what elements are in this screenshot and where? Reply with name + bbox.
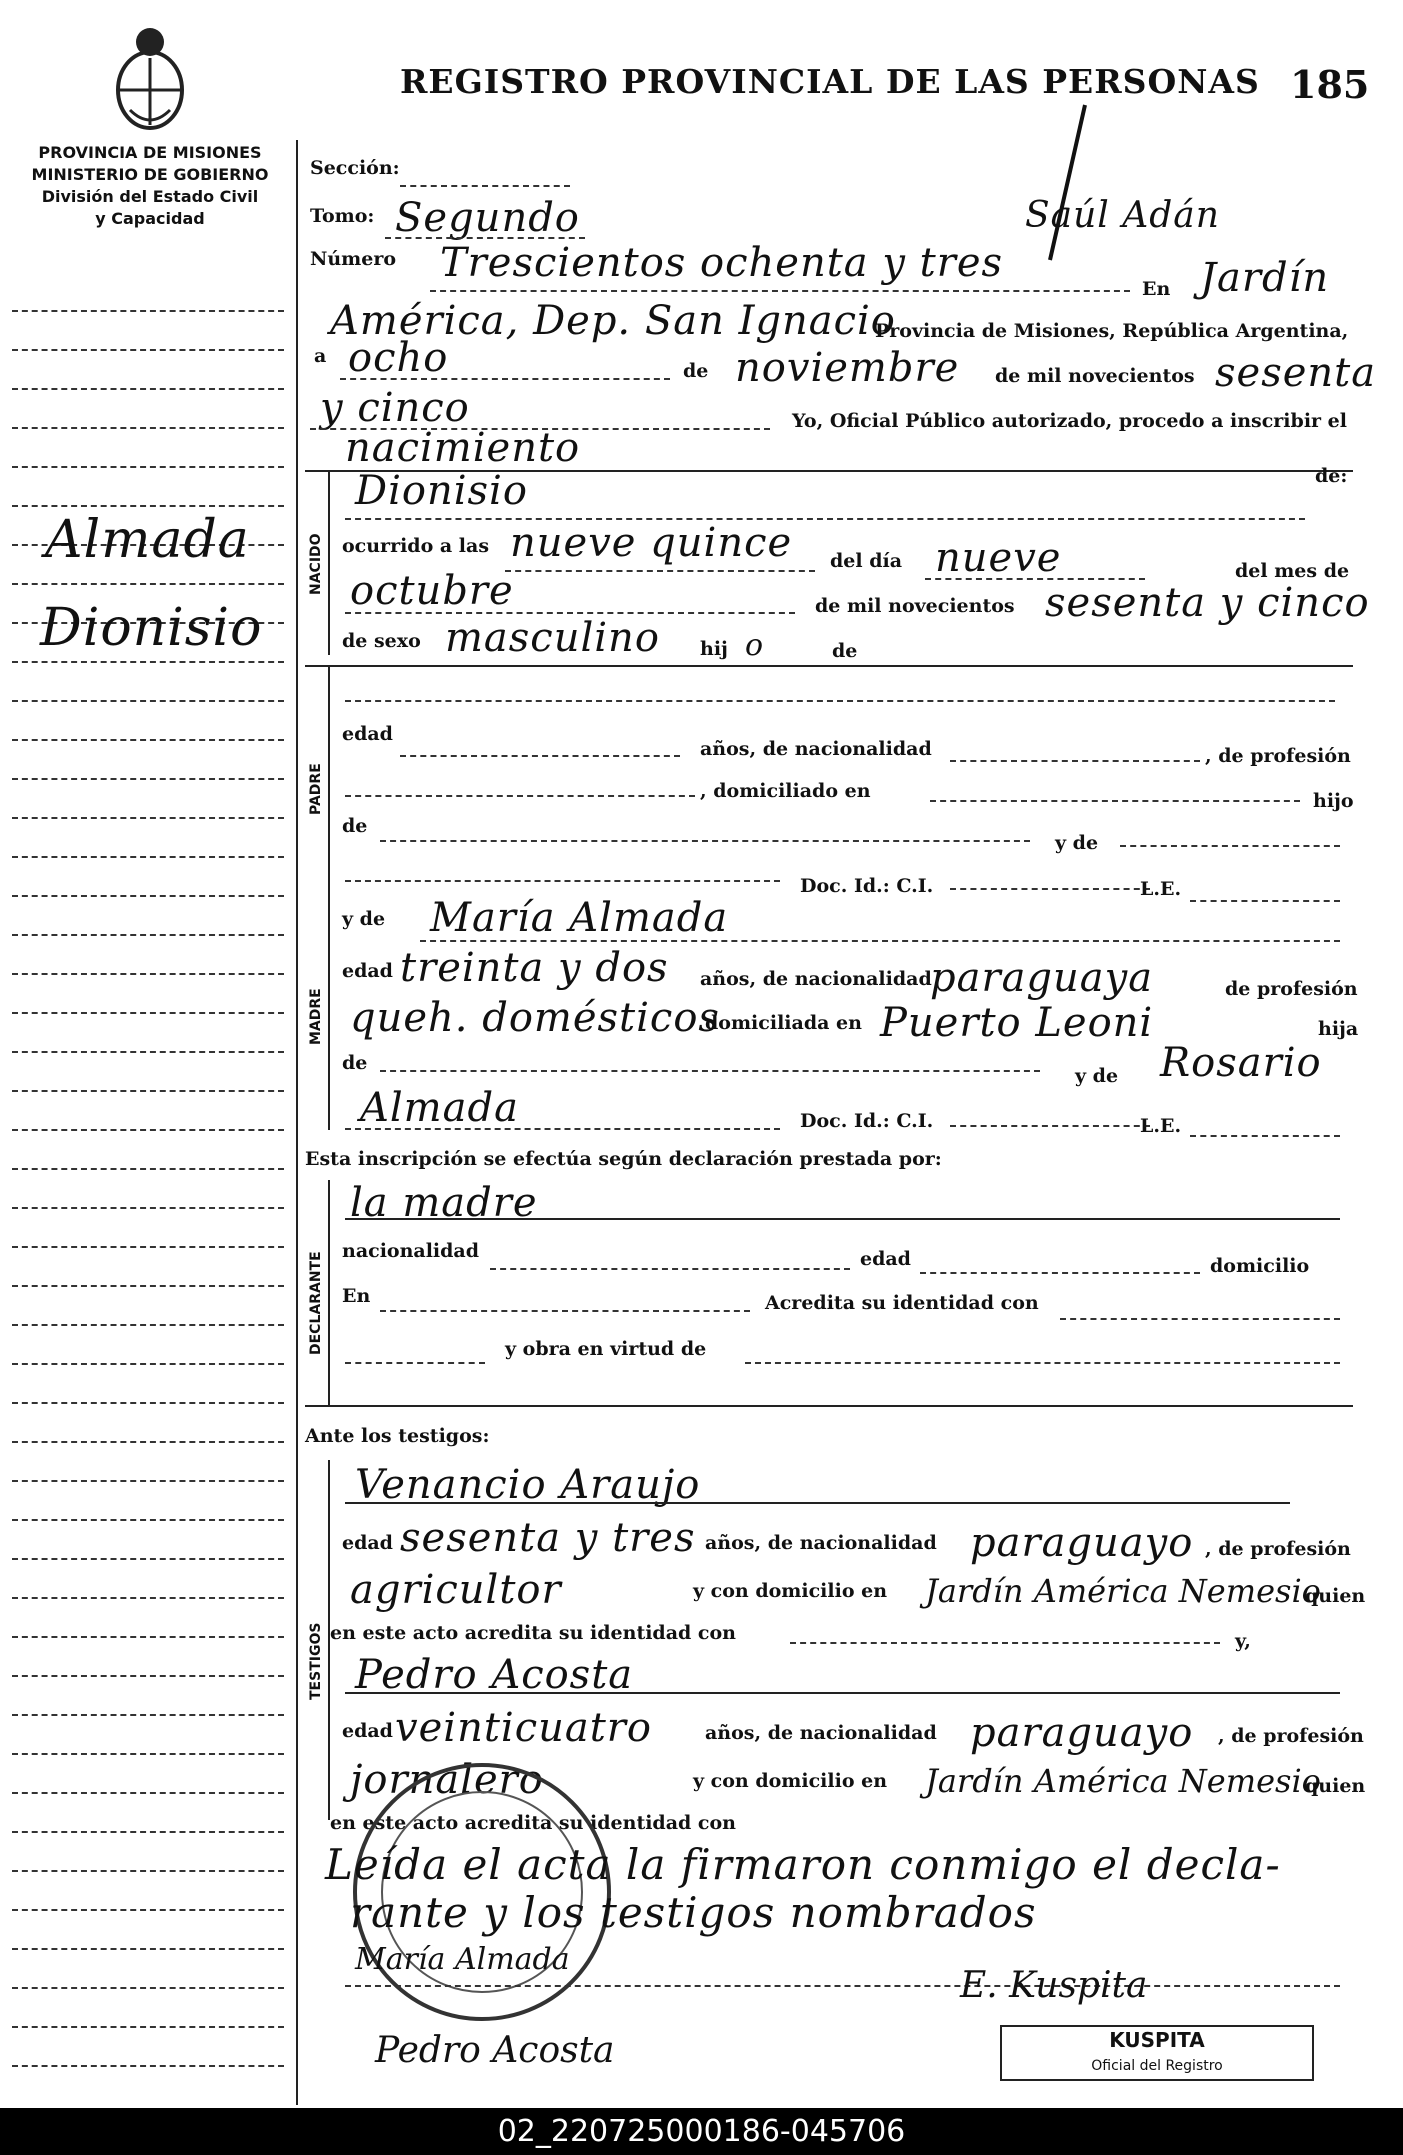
field-madre-de: Rosario (1160, 1040, 1322, 1086)
label-ocurrido: ocurrido a las (342, 535, 490, 557)
left-ruled-line (12, 1870, 284, 1872)
left-ruled-line (12, 934, 284, 936)
left-ruled-line (12, 1714, 284, 1716)
label-domiciliada: domiciliada en (705, 1012, 862, 1034)
field-testigo-1-edad: sesenta y tres (400, 1515, 696, 1561)
left-ruled-line (12, 1090, 284, 1092)
left-ruled-line (12, 1168, 284, 1170)
label-edad-t2: edad (342, 1720, 393, 1742)
field-testigo-2-nombre: Pedro Acosta (355, 1652, 634, 1698)
left-ruled-line (12, 700, 284, 702)
field-testigo-1-profesion: agricultor (350, 1567, 562, 1613)
left-ruled-line (12, 1480, 284, 1482)
label-de-colon: de: (1315, 465, 1348, 487)
field-numero: Trescientos ochenta y tres (440, 240, 1004, 286)
field-declarante: la madre (350, 1180, 538, 1226)
left-ruled-line (12, 1753, 284, 1755)
label-acredita: Acredita su identidad con (765, 1292, 1039, 1314)
label-ante-testigos: Ante los testigos: (305, 1425, 490, 1447)
label-quien-t1: quien (1305, 1585, 1366, 1607)
label-domicilio-t1: y con domicilio en (693, 1580, 888, 1602)
signature-madre: María Almada (355, 1942, 570, 1977)
office-line: MINISTERIO DE GOBIERNO (31, 165, 269, 184)
left-ruled-line (12, 1441, 284, 1443)
field-testigo-1-nacionalidad: paraguayo (970, 1520, 1194, 1566)
left-ruled-line (12, 466, 284, 468)
label-anios-madre: años, de nacionalidad (700, 968, 932, 990)
left-ruled-line (12, 583, 284, 585)
label-de-mil-nov: de mil novecientos (815, 595, 1015, 617)
left-ruled-line (12, 817, 284, 819)
field-anio-nac: sesenta y cinco (1045, 580, 1370, 626)
label-en-decl: En (342, 1285, 371, 1307)
label-anios-t2: años, de nacionalidad (705, 1722, 937, 1744)
label-doc-padre: Doc. Id.: C.I. (800, 875, 934, 897)
label-provincia: Provincia de Misiones, República Argentina, (875, 320, 1349, 342)
left-ruled-line (12, 1792, 284, 1794)
left-ruled-line (12, 310, 284, 312)
left-ruled-line (12, 2026, 284, 2028)
left-ruled-line (12, 1675, 284, 1677)
field-lugar-2: América, Dep. San Ignacio (330, 298, 896, 344)
label-de: de (683, 360, 709, 382)
left-ruled-line (12, 427, 284, 429)
left-ruled-line (12, 1012, 284, 1014)
field-testigo-1-nombre: Venancio Araujo (355, 1462, 701, 1508)
label-y-de-madre: y de (342, 908, 386, 930)
label-obra: y obra en virtud de (505, 1338, 707, 1360)
left-ruled-line (12, 778, 284, 780)
left-ruled-line (12, 895, 284, 897)
label-a: a (314, 345, 327, 367)
label-de-mil: de mil novecientos (995, 365, 1195, 387)
coat-of-arms-icon (105, 10, 195, 135)
field-dia: ocho (348, 335, 449, 381)
office-line: División del Estado Civil (41, 187, 259, 206)
office-line: PROVINCIA DE MISIONES (38, 143, 262, 162)
label-doc-madre: Doc. Id.: C.I. (800, 1110, 934, 1132)
left-ruled-line (12, 1207, 284, 1209)
label-numero: Número (310, 248, 397, 270)
signature-testigo: Pedro Acosta (375, 2030, 615, 2071)
left-ruled-line (12, 1402, 284, 1404)
label-de-hij: de (832, 640, 858, 662)
left-ruled-line (12, 1948, 284, 1950)
side-label-testigos: TESTIGOS (308, 1622, 324, 1700)
left-surname: Almada (45, 510, 250, 570)
label-nacionalidad-decl: nacionalidad (342, 1240, 480, 1262)
left-ruled-line (12, 739, 284, 741)
signature-stroke (1035, 100, 1095, 270)
scan-id-bar: 02_220725000186-045706 (0, 2108, 1403, 2155)
field-testigo-1-domicilio: Jardín América Nemesio (925, 1572, 1321, 1610)
label-anios-padre: años, de nacionalidad (700, 738, 932, 760)
field-madre-domicilio: Puerto Leoni (880, 1000, 1154, 1046)
field-hora: nueve quince (510, 520, 793, 566)
label-profesion-padre: , de profesión (1205, 745, 1351, 767)
label-del-mes: del mes de (1235, 560, 1350, 582)
field-tomo: Segundo (395, 195, 580, 241)
label-y-de-madre-2: y de (1075, 1065, 1119, 1087)
label-profesion-madre: de profesión (1225, 978, 1358, 1000)
left-ruled-line (12, 973, 284, 975)
official-signature-top: Saúl Adán (1025, 195, 1220, 236)
left-given-name: Dionisio (40, 598, 263, 658)
field-testigo-2-edad: veinticuatro (395, 1705, 652, 1751)
field-madre-nacionalidad: paraguaya (930, 955, 1154, 1001)
stamp-name: KUSPITA (1109, 2028, 1205, 2052)
oficial-stamp (1000, 2025, 1314, 2081)
left-ruled-line (12, 1831, 284, 1833)
label-domicilio-t2: y con domicilio en (693, 1770, 888, 1792)
stamp-title: Oficial del Registro (1091, 2058, 1223, 2074)
signature-oficial: E. Kuspita (960, 1965, 1148, 2006)
field-mes-nac: octubre (350, 568, 514, 614)
field-madre-edad: treinta y dos (400, 945, 669, 991)
field-madre-de-2: Almada (360, 1085, 519, 1131)
field-acto: nacimiento (345, 425, 581, 471)
document-title: REGISTRO PROVINCIAL DE LAS PERSONAS (400, 62, 1260, 101)
label-de-madre: de (342, 1052, 368, 1074)
field-nombre: Dionisio (355, 468, 528, 514)
field-hij-suffix: o (745, 628, 764, 663)
label-domicilio-decl: domicilio (1210, 1255, 1310, 1277)
left-ruled-line (12, 349, 284, 351)
label-de-sexo: de sexo (342, 630, 421, 652)
field-dia-nac: nueve (935, 535, 1062, 581)
label-del-dia: del día (830, 550, 903, 572)
left-ruled-line (12, 1597, 284, 1599)
side-label-padre: PADRE (308, 763, 324, 815)
left-ruled-line (12, 2065, 284, 2067)
field-madre-profesion: queh. domésticos (350, 995, 720, 1041)
label-inscripcion: Esta inscripción se efectúa según declaración prestada por: (305, 1148, 942, 1170)
left-ruled-line (12, 1246, 284, 1248)
label-profesion-t1: , de profesión (1205, 1538, 1351, 1560)
left-ruled-line (12, 388, 284, 390)
closing-line-2: rante y los testigos nombrados (350, 1888, 1037, 1937)
label-y-de-padre: y de (1055, 832, 1099, 854)
field-sexo: masculino (445, 615, 660, 661)
label-y-comma: y, (1235, 1630, 1251, 1652)
left-ruled-line (12, 1909, 284, 1911)
label-tomo: Tomo: (310, 205, 375, 227)
label-en: En (1142, 278, 1171, 300)
label-anios-t1: años, de nacionalidad (705, 1532, 937, 1554)
field-testigo-2-domicilio: Jardín América Nemesio (925, 1762, 1321, 1800)
label-de-padre: de (342, 815, 368, 837)
left-ruled-line (12, 1129, 284, 1131)
side-label-nacido: NACIDO (308, 533, 324, 595)
label-hija: hija (1318, 1018, 1359, 1040)
side-label-madre: MADRE (308, 988, 324, 1045)
field-anio-2: y cinco (320, 385, 470, 431)
office-block (10, 142, 290, 230)
field-madre-nombre: María Almada (430, 895, 729, 941)
office-line: y Capacidad (95, 209, 205, 228)
label-profesion-t2: , de profesión (1218, 1725, 1364, 1747)
field-anio-1: sesenta (1215, 350, 1377, 396)
left-ruled-line (12, 1636, 284, 1638)
label-edad-padre: edad (342, 723, 393, 745)
label-hij: hij (700, 638, 728, 660)
left-ruled-line (12, 1324, 284, 1326)
left-ruled-line (12, 1558, 284, 1560)
left-ruled-line (12, 1051, 284, 1053)
label-edad-decl: edad (860, 1248, 911, 1270)
left-ruled-line (12, 1987, 284, 1989)
label-edad-t1: edad (342, 1532, 393, 1554)
field-testigo-2-profesion: jornalero (350, 1757, 544, 1803)
label-hijo: hijo (1313, 790, 1354, 812)
closing-line-1: Leída el acta la firmaron conmigo el decla- (325, 1840, 1281, 1889)
side-label-declarante: DECLARANTE (308, 1251, 324, 1355)
left-ruled-line (12, 1519, 284, 1521)
label-en-este-acto-t2: en este acto acredita su identidad con (330, 1812, 736, 1834)
left-ruled-line (12, 661, 284, 663)
left-ruled-line (12, 1363, 284, 1365)
field-mes: noviembre (735, 345, 960, 391)
page-number: 185 (1290, 62, 1370, 107)
label-le-madre: L.E. (1140, 1115, 1182, 1137)
main-divider (296, 140, 298, 2105)
left-ruled-line (12, 1285, 284, 1287)
label-en-este-acto-t1: en este acto acredita su identidad con (330, 1622, 736, 1644)
label-le-padre: L.E. (1140, 878, 1182, 900)
label-yo-oficial: Yo, Oficial Público autorizado, procedo a inscribir el (792, 410, 1347, 432)
label-edad-madre: edad (342, 960, 393, 982)
left-ruled-line (12, 505, 284, 507)
label-seccion: Sección: (310, 157, 400, 179)
field-testigo-2-nacionalidad: paraguayo (970, 1710, 1194, 1756)
label-quien-t2: quien (1305, 1775, 1366, 1797)
label-domiciliado: , domiciliado en (700, 780, 871, 802)
left-ruled-line (12, 856, 284, 858)
field-lugar-1: Jardín (1200, 255, 1330, 301)
